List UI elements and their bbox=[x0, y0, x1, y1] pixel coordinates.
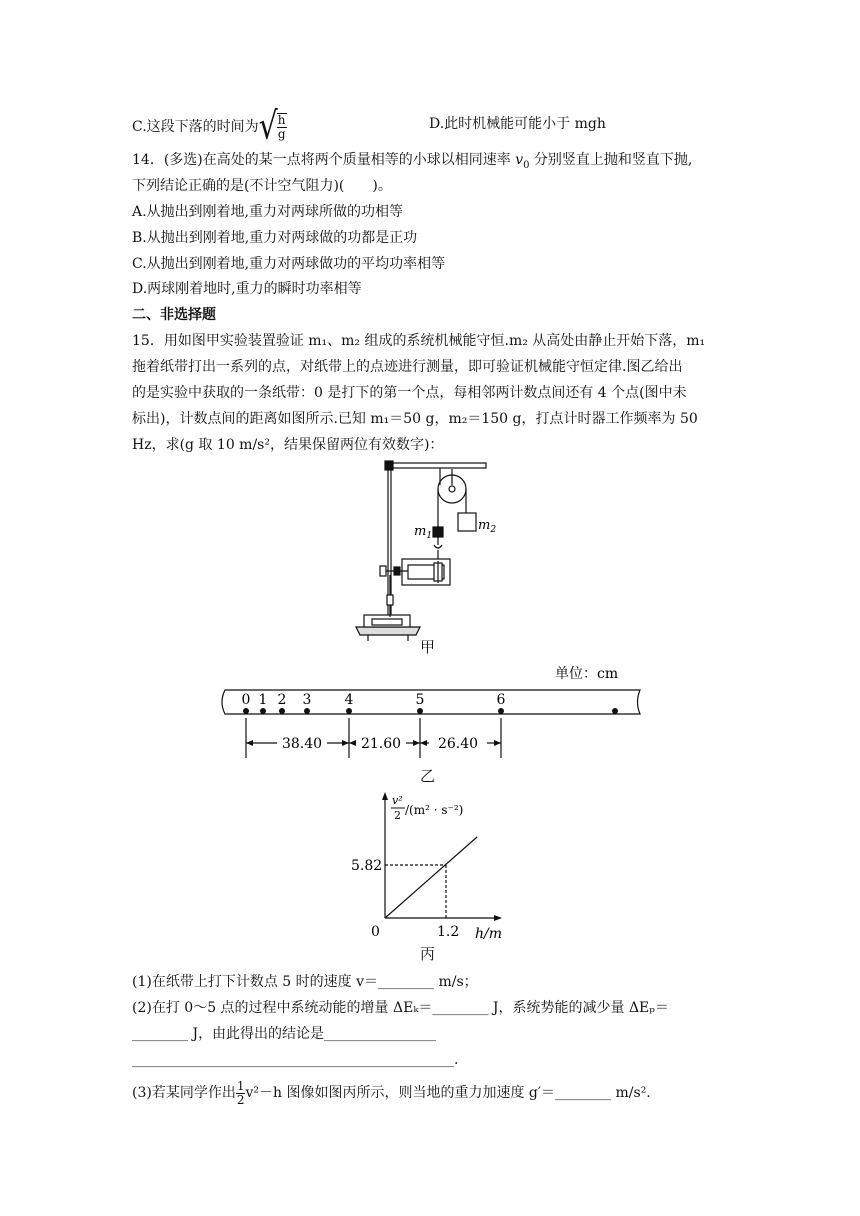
sqrt-expression: √ $\frac{h}{g}$ bbox=[258, 104, 286, 149]
half-num: 1 bbox=[236, 1078, 245, 1093]
q15-line4: 标出)，计数点间的距离如图所示.已知 m₁＝50 g，m₂＝150 g，打点计时器工作频率为 50 bbox=[132, 411, 698, 427]
caption-yi: 乙 bbox=[420, 767, 436, 785]
q14-stem-line2: 下列结论正确的是(不计空气阻力)( )。 bbox=[132, 178, 392, 194]
y-axis-num: v² bbox=[392, 794, 403, 807]
distance-5-6: 26.40 bbox=[437, 736, 479, 752]
x-mark-label: 1.2 bbox=[437, 924, 460, 940]
tape-dot-5 bbox=[417, 708, 423, 714]
half-den: 2 bbox=[236, 1092, 245, 1107]
tape-label-6: 6 bbox=[496, 692, 506, 708]
q15-part3-a: (3)若某同学作出 bbox=[132, 1085, 236, 1101]
tape-label-4: 4 bbox=[344, 692, 354, 708]
q14-option-a: A.从抛出到刚着地,重力对两球所做的功相等 bbox=[132, 204, 404, 220]
caption-jia: 甲 bbox=[420, 638, 436, 656]
distance-0-4: 38.40 bbox=[281, 736, 323, 752]
caption-bing: 丙 bbox=[420, 945, 436, 963]
q15-part2-line3: ______________________________________________. bbox=[132, 1052, 459, 1068]
tape-label-5: 5 bbox=[415, 692, 425, 708]
q14-option-c: C.从抛出到刚着地,重力对两球做功的平均功率相等 bbox=[132, 256, 446, 272]
tape-label-1: 1 bbox=[258, 692, 268, 708]
tape-dot-2 bbox=[279, 708, 285, 714]
q14-option-d: D.两球刚着地时,重力的瞬时功率相等 bbox=[132, 281, 362, 297]
q15-line5: Hz，求(g 取 10 m/s²，结果保留两位有效数字)： bbox=[132, 437, 444, 453]
graph-figure bbox=[345, 790, 515, 945]
section-heading: 二、非选择题 bbox=[132, 307, 216, 323]
m1-label: $m_1$ bbox=[414, 524, 433, 541]
q14-stem-b: 分别竖直上抛和竖直下抛, bbox=[529, 152, 693, 168]
distance-4-5: 21.60 bbox=[360, 736, 402, 752]
tape-dot-0 bbox=[243, 708, 249, 714]
paper-tape-figure bbox=[215, 662, 650, 767]
y-mark-label: 5.82 bbox=[351, 858, 383, 874]
tape-dot-3 bbox=[304, 708, 310, 714]
apparatus-figure bbox=[350, 455, 500, 660]
tape-label-0: 0 bbox=[241, 692, 251, 708]
q14-stem-a: 14．(多选)在高处的某一点将两个质量相等的小球以相同速率 bbox=[132, 152, 516, 168]
q15-part2-line2: ________ J，由此得出的结论是________________ bbox=[132, 1026, 437, 1042]
origin-label: 0 bbox=[371, 924, 380, 940]
tape-label-3: 3 bbox=[302, 692, 312, 708]
y-axis-den: 2 bbox=[394, 809, 401, 822]
q13-c-text: C.这段下落的时间为 bbox=[132, 119, 259, 135]
unit-label: 单位：cm bbox=[555, 666, 619, 682]
q13-option-d: D.此时机械能可能小于 mgh bbox=[429, 116, 606, 132]
tape-dot-extra bbox=[612, 708, 618, 714]
y-axis-unit: /(m² · s⁻²) bbox=[405, 803, 464, 817]
tape-dot-1 bbox=[260, 708, 266, 714]
m2-label: $m_2$ bbox=[478, 518, 497, 535]
tape-dot-4 bbox=[346, 708, 352, 714]
q15-line3: 的是实验中获取的一条纸带：0 是打下的第一个点，每相邻两计数点间还有 4 个点(图中未 bbox=[132, 385, 687, 401]
q15-part1: (1)在纸带上打下计数点 5 时的速度 v＝________ m/s； bbox=[132, 974, 478, 990]
v0-symbol: v bbox=[515, 152, 524, 168]
v0-sub: 0 bbox=[523, 159, 530, 171]
q14-option-b: B.从抛出到刚着地,重力对两球做的功都是正功 bbox=[132, 230, 418, 246]
q15-part3 bbox=[132, 1076, 651, 1110]
q14-stem-line1 bbox=[132, 150, 692, 176]
tape-dot-6 bbox=[498, 708, 504, 714]
q15-part2-line1: (2)在打 0～5 点的过程中系统动能的增量 ΔEₖ＝________ J，系统势能的减少量 ΔEₚ＝ bbox=[132, 1000, 669, 1016]
q15-part3-b: v²－h 图像如图丙所示，则当地的重力加速度 g′＝________ m/s². bbox=[245, 1085, 651, 1101]
frac-den: g bbox=[277, 127, 286, 141]
q15-line2: 拖着纸带打出一系列的点，对纸带上的点迹进行测量，即可验证机械能守恒定律.图乙给出 bbox=[132, 359, 683, 375]
x-axis-label: h/m bbox=[475, 926, 503, 942]
tape-label-2: 2 bbox=[277, 692, 287, 708]
q15-line1: 15．用如图甲实验装置验证 m₁、m₂ 组成的系统机械能守恒.m₂ 从高处由静止开始下落，m₁ bbox=[132, 333, 706, 349]
q13-option-c bbox=[132, 104, 287, 149]
frac-num: h bbox=[277, 113, 286, 127]
